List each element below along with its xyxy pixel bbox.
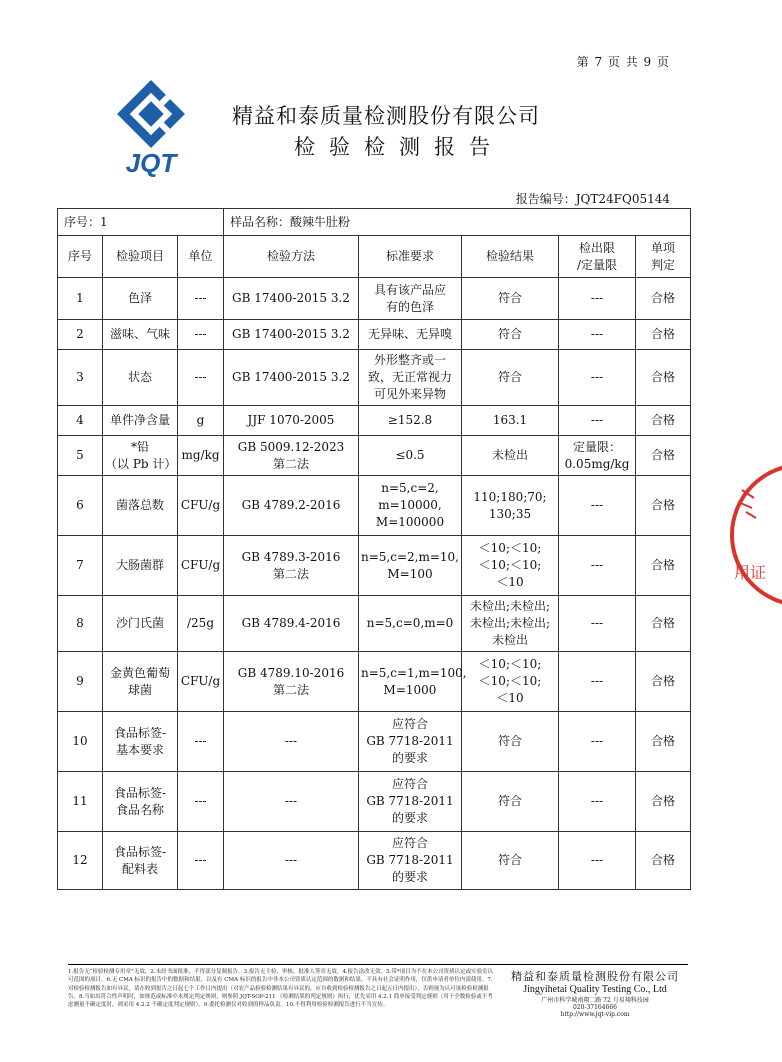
cell-no: 6	[58, 476, 103, 536]
cell-req: 无异味、无异嗅	[359, 320, 462, 350]
cell-method: JJF 1070-2005	[224, 406, 359, 436]
cell-no: 1	[58, 278, 103, 320]
table-row	[58, 406, 691, 436]
column-header: 检验方法	[224, 236, 359, 278]
column-header: 单位	[178, 236, 224, 278]
cell-item: 食品标签- 基本要求	[103, 712, 178, 772]
table-row	[58, 832, 691, 890]
cell-unit: mg/kg	[178, 436, 224, 476]
cell-limit: ---	[559, 596, 636, 652]
page-indicator: 第 7 页 共 9 页	[576, 55, 670, 69]
cell-verdict: 合格	[636, 772, 691, 832]
column-header: 检验结果	[462, 236, 559, 278]
table-row	[58, 278, 691, 320]
footer-company-cn: 精益和泰质量检测股份有限公司	[511, 970, 679, 983]
cell-verdict: 合格	[636, 652, 691, 712]
cell-req: 外形整齐或一 致，无正常视力 可见外来异物	[359, 350, 462, 406]
cell-no: 2	[58, 320, 103, 350]
cell-result: 未检出	[462, 436, 559, 476]
table-row	[58, 772, 691, 832]
footer-company-en: Jingyihetai Quality Testing Co., Ltd	[523, 984, 667, 995]
table-row	[58, 320, 691, 350]
cell-verdict: 合格	[636, 436, 691, 476]
cell-req: 应符合 GB 7718-2011 的要求	[359, 772, 462, 832]
cell-unit: g	[178, 406, 224, 436]
cell-req: n=5,c=0,m=0	[359, 596, 462, 652]
cell-method: ---	[224, 772, 359, 832]
cell-verdict: 合格	[636, 536, 691, 596]
footer-web: http://www.jqt-vip.com	[560, 1011, 630, 1018]
cell-no: 3	[58, 350, 103, 406]
cell-result: ＜10;＜10; ＜10;＜10; ＜10	[462, 652, 559, 712]
cell-method: GB 4789.3-2016 第二法	[224, 536, 359, 596]
table-row	[58, 536, 691, 596]
cell-verdict: 合格	[636, 476, 691, 536]
seq-label: 序号：1	[58, 209, 224, 236]
cell-no: 4	[58, 406, 103, 436]
cell-item: 单件净含量	[103, 406, 178, 436]
cell-verdict: 合格	[636, 350, 691, 406]
cell-unit: /25g	[178, 596, 224, 652]
cell-unit: ---	[178, 320, 224, 350]
cell-verdict: 合格	[636, 278, 691, 320]
cell-result: 符合	[462, 320, 559, 350]
cell-req: 应符合 GB 7718-2011 的要求	[359, 832, 462, 890]
sample-name: 样品名称：酸辣牛肚粉	[224, 209, 691, 236]
cell-result: 符合	[462, 772, 559, 832]
cell-limit: ---	[559, 350, 636, 406]
column-header: 标准要求	[359, 236, 462, 278]
cell-item: 滋味、气味	[103, 320, 178, 350]
cell-limit: ---	[559, 832, 636, 890]
cell-no: 9	[58, 652, 103, 712]
table-row	[58, 596, 691, 652]
table-row	[58, 652, 691, 712]
cell-result: ＜10;＜10; ＜10;＜10; ＜10	[462, 536, 559, 596]
company-name: 精益和泰质量检测股份有限公司	[232, 104, 540, 128]
logo-wordmark: JQT	[125, 148, 177, 178]
footer-tel: 020-37164666	[572, 1004, 618, 1011]
cell-req: ≥152.8	[359, 406, 462, 436]
red-stamp	[722, 460, 782, 610]
cell-unit: ---	[178, 350, 224, 406]
column-header: 检验项目	[103, 236, 178, 278]
table-row	[58, 436, 691, 476]
cell-verdict: 合格	[636, 406, 691, 436]
cell-unit: ---	[178, 832, 224, 890]
cell-method: GB 5009.12-2023 第二法	[224, 436, 359, 476]
cell-limit: ---	[559, 320, 636, 350]
cell-method: GB 17400-2015 3.2	[224, 278, 359, 320]
cell-req: n=5,c=2, m=10000, M=100000	[359, 476, 462, 536]
cell-unit: ---	[178, 712, 224, 772]
cell-method: GB 17400-2015 3.2	[224, 350, 359, 406]
cell-method: GB 17400-2015 3.2	[224, 320, 359, 350]
cell-item: 大肠菌群	[103, 536, 178, 596]
cell-no: 5	[58, 436, 103, 476]
cell-limit: ---	[559, 772, 636, 832]
cell-req: n=5,c=2,m=10, M=100	[359, 536, 462, 596]
cell-no: 8	[58, 596, 103, 652]
cell-unit: CFU/g	[178, 476, 224, 536]
cell-req: 应符合 GB 7718-2011 的要求	[359, 712, 462, 772]
cell-unit: CFU/g	[178, 536, 224, 596]
info-row	[58, 209, 691, 236]
cell-result: 163.1	[462, 406, 559, 436]
cell-result: 符合	[462, 278, 559, 320]
cell-result: 符合	[462, 350, 559, 406]
cell-verdict: 合格	[636, 320, 691, 350]
header-row	[58, 236, 691, 278]
cell-req: 具有该产品应 有的色泽	[359, 278, 462, 320]
cell-req: n=5,c=1,m=100, M=1000	[359, 652, 462, 712]
table-row	[58, 350, 691, 406]
cell-item: 沙门氏菌	[103, 596, 178, 652]
cell-verdict: 合格	[636, 712, 691, 772]
cell-item: 菌落总数	[103, 476, 178, 536]
stamp-text: 用证	[734, 563, 767, 582]
cell-method: ---	[224, 712, 359, 772]
table-row	[58, 476, 691, 536]
cell-limit: ---	[559, 476, 636, 536]
cell-method: ---	[224, 832, 359, 890]
cell-unit: ---	[178, 278, 224, 320]
footer-company	[500, 968, 690, 1018]
cell-method: GB 4789.10-2016 第二法	[224, 652, 359, 712]
column-header: 序号	[58, 236, 103, 278]
cell-limit: 定量限： 0.05mg/kg	[559, 436, 636, 476]
cell-unit: ---	[178, 772, 224, 832]
cell-method: GB 4789.4-2016	[224, 596, 359, 652]
report-number: 报告编号：JQT24FQ05144	[515, 192, 670, 206]
report-title: 检验检测报告	[294, 135, 504, 159]
table-row	[58, 712, 691, 772]
cell-unit: CFU/g	[178, 652, 224, 712]
inspection-table	[57, 208, 691, 890]
column-header: 检出限 /定量限	[559, 236, 636, 278]
cell-no: 10	[58, 712, 103, 772]
cell-limit: ---	[559, 406, 636, 436]
cell-item: 食品标签- 食品名称	[103, 772, 178, 832]
cell-limit: ---	[559, 652, 636, 712]
cell-limit: ---	[559, 536, 636, 596]
cell-result: 未检出;未检出; 未检出;未检出; 未检出	[462, 596, 559, 652]
cell-limit: ---	[559, 278, 636, 320]
cell-no: 7	[58, 536, 103, 596]
cell-item: 状态	[103, 350, 178, 406]
cell-limit: ---	[559, 712, 636, 772]
footer-divider	[68, 964, 688, 965]
cell-no: 12	[58, 832, 103, 890]
cell-item: 食品标签- 配料表	[103, 832, 178, 890]
footer-address: 广州市科学城南翔二路 72 号易翔科技园	[541, 997, 649, 1004]
cell-no: 11	[58, 772, 103, 832]
cell-result: 110;180;70; 130;35	[462, 476, 559, 536]
cell-result: 符合	[462, 832, 559, 890]
cell-verdict: 合格	[636, 832, 691, 890]
cell-item: 金黄色葡萄 球菌	[103, 652, 178, 712]
cell-result: 符合	[462, 712, 559, 772]
column-header: 单项 判定	[636, 236, 691, 278]
cell-item: *铅 （以 Pb 计）	[103, 436, 178, 476]
cell-method: GB 4789.2-2016	[224, 476, 359, 536]
cell-req: ≤0.5	[359, 436, 462, 476]
footer-notes: 1.报告无“检验检测专用章”无效，2.未经书面批准，不得部分复制报告。3.报告无主检、审核、批准人签章无效。4.报告涂改无效。5.带*项目为不在本公司资质认定或实验室认可范围的项目。6.无 CMA 标识的报告中的数据和结果，以及有 CMA 标识的报告中非本公司资质认定范围的数据和结果，不具有社会证明作用，仅供申请者单位内部使用。7.对检验检测报告如有异议，请在收到报告之日起七个工作日内提出（对农产品检验检测结果有异议的，应自收到检验检测报告之日起五日内提出），否则视为认可该检验检测报告。8.当如出符合性声明时，如规范或标准中未规定判定规则，则参照 JQT-SOP-211 《检测结果的判定规则》执行，优先采用 4.2.1 简单接受判定规则（用于全数检验或不考虑测量不确定度时，则采用 4.2.2 不确定度判定规则）。9.委托检测仅对收到的样品负责。10.不得利用检验检测报告进行不当宣传。	[68, 969, 494, 1009]
cell-verdict: 合格	[636, 596, 691, 652]
company-logo	[108, 80, 208, 180]
cell-item: 色泽	[103, 278, 178, 320]
